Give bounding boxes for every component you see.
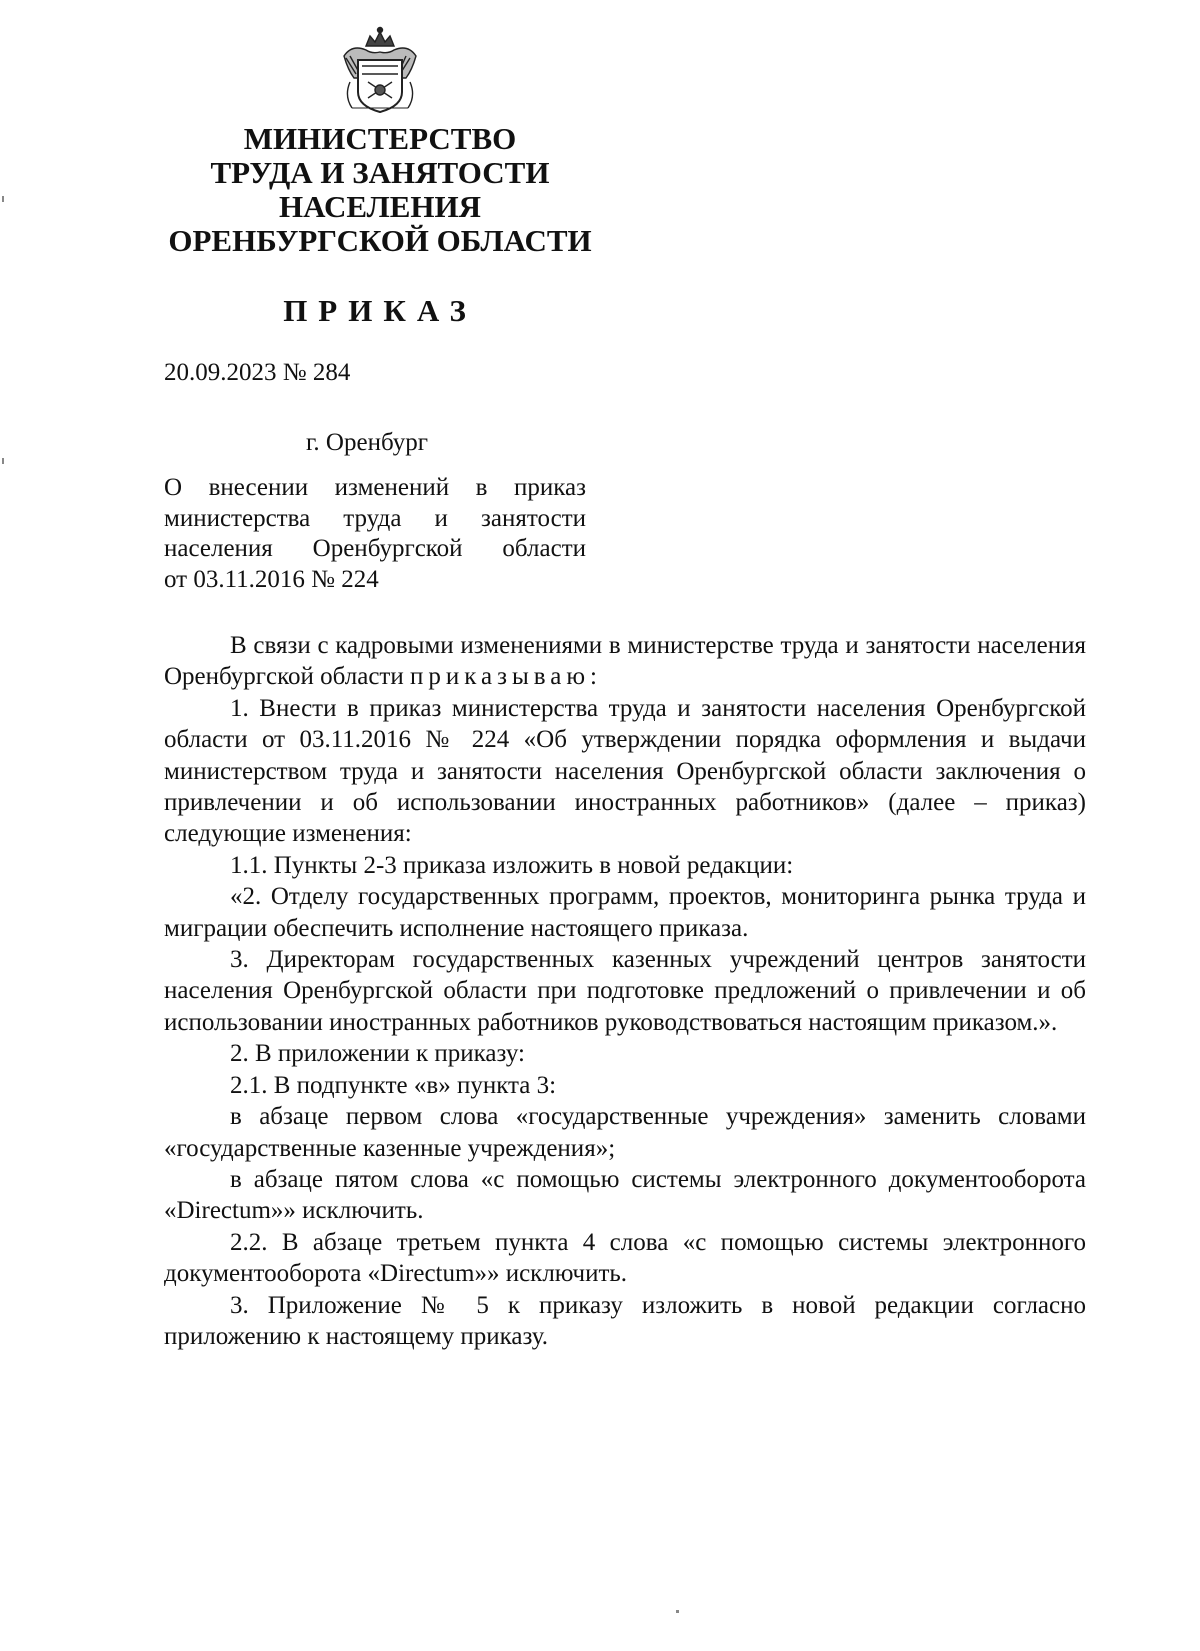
paragraph-2: 2. В приложении к приказу: — [230, 1040, 525, 1068]
paragraph-2-1-b: в абзаце пятом слова «с помощью системы электронного документооборота «Directum»» исключить. — [164, 1165, 1086, 1225]
ministry-name-line-4: ОРЕНБУРГСКОЙ ОБЛАСТИ — [168, 223, 592, 258]
coat-of-arms-emblem — [336, 26, 424, 118]
order-date-number: 20.09.2023 № 284 — [164, 359, 351, 386]
intro-paragraph — [164, 630, 1086, 693]
paragraph-2-1: 2.1. В подпункте «в» пункта 3: — [230, 1071, 557, 1099]
subject-line-4: от 03.11.2016 № 224 — [164, 565, 379, 593]
order-body — [164, 630, 1086, 1352]
scan-speck-left-margin-2 — [2, 458, 4, 464]
paragraph-quote-3: 3. Директорам государственных казенных учреждений центров занятости населения Оренбургской области при подготовке предложений о привлечении и об использовании иностранных работников руководствоваться настоящим приказом.». — [164, 946, 1086, 1036]
order-subject — [164, 473, 586, 595]
city-name: г. Оренбург — [306, 429, 428, 456]
paragraph-1: 1. Внести в приказ министерства труда и занятости населения Оренбургской области от 03.11.2016 № 224 «Об утверждении порядка оформления и выдачи министерством труда и занятости населения Оренбургской области заключения о привлечении и об использовании иностранных работников» (далее – приказ) следующие изменения: — [164, 694, 1086, 848]
ministry-name-line-3: НАСЕЛЕНИЯ — [279, 189, 481, 224]
document-title: ПРИКАЗ — [283, 293, 477, 328]
paragraph-2-1-a: в абзаце первом слова «государственные учреждения» заменить словами «государственные казенные учреждения»; — [164, 1103, 1086, 1162]
scan-speck — [676, 1610, 679, 1613]
paragraph-1-1: 1.1. Пункты 2-3 приказа изложить в новой редакции: — [230, 851, 794, 879]
subject-line-1: О внесении изменений в приказ — [164, 474, 586, 501]
paragraph-quote-2: «2. Отделу государственных программ, проектов, мониторинга рынка труда и миграции обеспечить исполнение настоящего приказа. — [164, 883, 1086, 942]
paragraph-2-2: 2.2. В абзаце третьем пункта 4 слова «с помощью системы электронного документооборота «Directum»» исключить. — [164, 1228, 1086, 1288]
ministry-name-line-2: ТРУДА И ЗАНЯТОСТИ — [210, 155, 550, 190]
scan-speck-left-margin — [2, 196, 4, 202]
paragraph-3: 3. Приложение № 5 к приказу изложить в новой редакции согласно приложению к настоящему приказу. — [164, 1291, 1086, 1350]
subject-line-2: министерства труда и занятости — [164, 504, 586, 532]
ministry-name — [150, 122, 610, 258]
subject-line-3: населения Оренбургской области — [164, 535, 586, 562]
intro-spaced-verb: приказываю: — [409, 663, 602, 691]
intro-text: В связи с кадровыми изменениями в министерстве труда и занятости населения Оренбургской области — [164, 632, 1086, 691]
ministry-name-line-1: МИНИСТЕРСТВО — [243, 121, 517, 156]
